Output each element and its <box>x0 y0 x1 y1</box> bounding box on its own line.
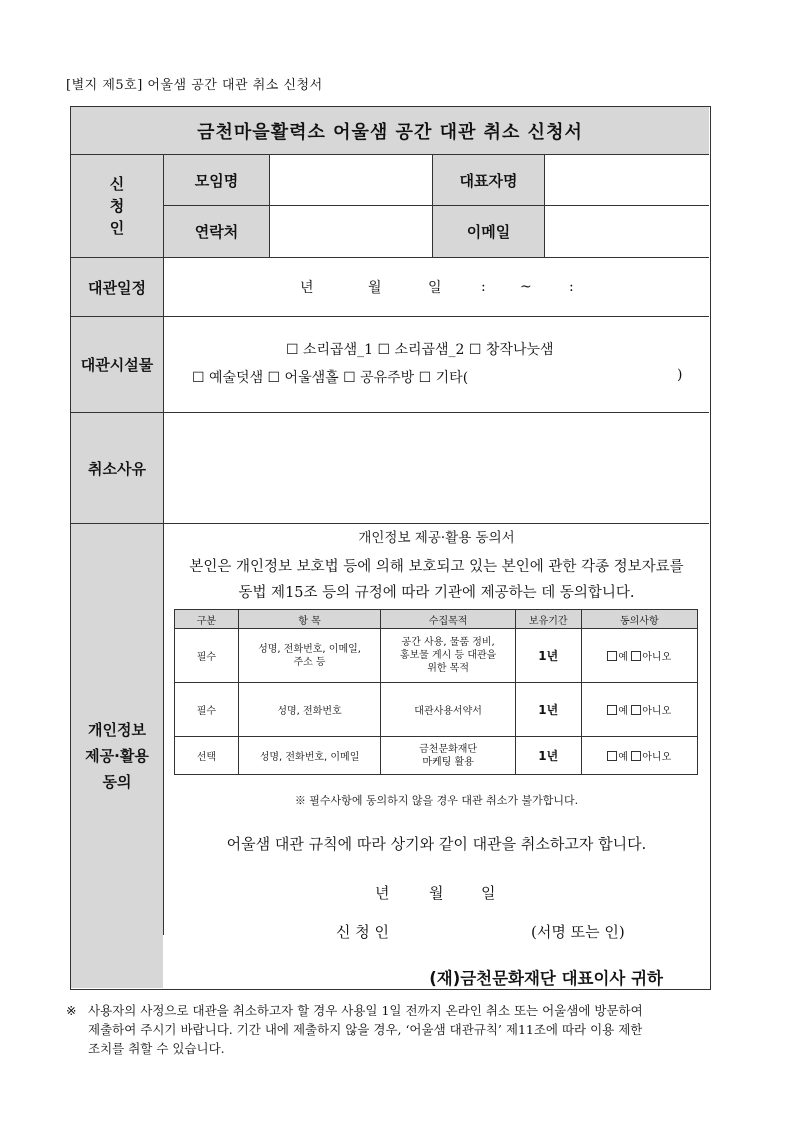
contact-label: 연락처 <box>164 206 269 257</box>
cancel-statement: 어울샘 대관 규칙에 따라 상기와 같이 대관을 취소하고자 합니다. <box>226 835 647 853</box>
facility-options[interactable] <box>164 317 709 412</box>
footnote-line-1: 사용자의 사정으로 대관을 취소하고자 할 경우 사용일 1일 전까지 온라인 취소 또는 어울샘에 방문하여 <box>88 1003 643 1018</box>
no-label: 아니오 <box>642 652 672 663</box>
representative-field[interactable] <box>545 155 709 205</box>
consent-intro-line-2: 동법 제15조 등의 규정에 따라 기관에 제공하는 데 동의합니다. <box>238 585 635 601</box>
date-year: 년 <box>375 884 390 902</box>
footnote-line-2: 제출하여 주시기 바랍니다. 기간 내에 제출하지 않을 경우, ‘어울샘 대관규칙’ 제11조에 따라 이용 제한 <box>88 1022 643 1037</box>
schedule-time-sep: : <box>481 279 486 295</box>
row-period: 1년 <box>515 629 581 683</box>
row-period: 1년 <box>515 737 581 775</box>
facility-line-1[interactable]: ☐ 소리곱샘_1 ☐ 소리곱샘_2 ☐ 창작나눗샘 <box>286 342 554 358</box>
table-header: 수집목적 <box>381 610 516 629</box>
no-label: 아니오 <box>642 706 672 717</box>
facility-close-paren: ) <box>677 367 683 383</box>
row-purpose: 금천문화재단 마케팅 활용 <box>381 737 516 775</box>
table-header-row <box>175 610 698 629</box>
yes-checkbox[interactable] <box>607 751 617 761</box>
row-type: 필수 <box>175 629 239 683</box>
group-name-label: 모임명 <box>164 155 269 205</box>
yes-label: 예 <box>618 706 629 717</box>
schedule-month: 월 <box>368 280 382 296</box>
table-row <box>175 737 698 775</box>
required-note: ※ 필수사항에 동의하지 않을 경우 대관 취소가 불가합니다. <box>294 794 579 807</box>
no-checkbox[interactable] <box>631 751 641 761</box>
consent-body <box>164 524 709 988</box>
no-label: 아니오 <box>642 752 672 763</box>
email-field[interactable] <box>545 206 709 257</box>
footnote-mark: ※ <box>66 1003 77 1018</box>
date-day: 일 <box>481 884 496 902</box>
table-header: 구분 <box>175 610 239 629</box>
consent-intro-line-1: 본인은 개인정보 보호법 등에 의해 보호되고 있는 본인에 관한 각종 정보자료를 <box>189 559 684 575</box>
addressee: (재)금천문화재단 대표이사 귀하 <box>429 969 663 988</box>
facility-line-2[interactable]: ☐ 예술덧샘 ☐ 어울샘홀 ☐ 공유주방 ☐ 기타( <box>192 370 469 386</box>
schedule-field[interactable] <box>164 258 709 316</box>
row-purpose: 공간 사용, 물품 정비, 홍보물 게시 등 대관을 위한 목적 <box>381 629 516 683</box>
date-month: 월 <box>429 884 444 902</box>
no-checkbox[interactable] <box>631 651 641 661</box>
yes-checkbox[interactable] <box>607 705 617 715</box>
yes-label: 예 <box>618 652 629 663</box>
contact-field[interactable] <box>270 206 432 257</box>
applicant-sign-label: 신 청 인 <box>336 923 390 941</box>
footnote <box>88 1001 728 1058</box>
applicant-section-label: 신 청 인 <box>71 155 163 257</box>
representative-label: 대표자명 <box>433 155 544 205</box>
no-checkbox[interactable] <box>631 705 641 715</box>
email-label: 이메일 <box>433 206 544 257</box>
consent-label: 개인정보 제공·활용 동의 <box>71 524 163 988</box>
schedule-time-sep: : <box>569 279 574 295</box>
schedule-day: 일 <box>428 280 442 296</box>
row-type: 필수 <box>175 683 239 737</box>
consent-title: 개인정보 제공·활용 동의서 <box>358 530 515 546</box>
footnote-line-3: 조치를 취할 수 있습니다. <box>88 1041 225 1056</box>
row-consent <box>581 737 697 775</box>
row-period: 1년 <box>515 683 581 737</box>
table-header: 동의사항 <box>581 610 697 629</box>
schedule-label: 대관일정 <box>71 258 163 316</box>
form-title: 금천마을활력소 어울샘 공간 대관 취소 신청서 <box>71 107 709 154</box>
signature-label[interactable]: (서명 또는 인) <box>531 923 625 941</box>
row-items: 성명, 전화번호 <box>238 683 381 737</box>
facility-label: 대관시설물 <box>71 317 163 412</box>
table-row <box>175 683 698 737</box>
application-form <box>70 106 711 990</box>
row-consent <box>581 629 697 683</box>
table-header: 보유기간 <box>515 610 581 629</box>
yes-label: 예 <box>618 752 629 763</box>
form-number-label: [별지 제5호] 어울샘 공간 대관 취소 신청서 <box>66 78 323 93</box>
schedule-tilde: ~ <box>520 279 532 295</box>
table-header: 항 목 <box>238 610 381 629</box>
row-consent <box>581 683 697 737</box>
yes-checkbox[interactable] <box>607 651 617 661</box>
row-items: 성명, 전화번호, 이메일, 주소 등 <box>238 629 381 683</box>
consent-table <box>174 609 698 775</box>
row-items: 성명, 전화번호, 이메일 <box>238 737 381 775</box>
schedule-year: 년 <box>300 280 314 296</box>
cancel-reason-label: 취소사유 <box>71 413 163 523</box>
group-name-field[interactable] <box>270 155 432 205</box>
row-purpose: 대관사용서약서 <box>381 683 516 737</box>
table-row <box>175 629 698 683</box>
cancel-reason-field[interactable] <box>164 413 709 523</box>
row-type: 선택 <box>175 737 239 775</box>
